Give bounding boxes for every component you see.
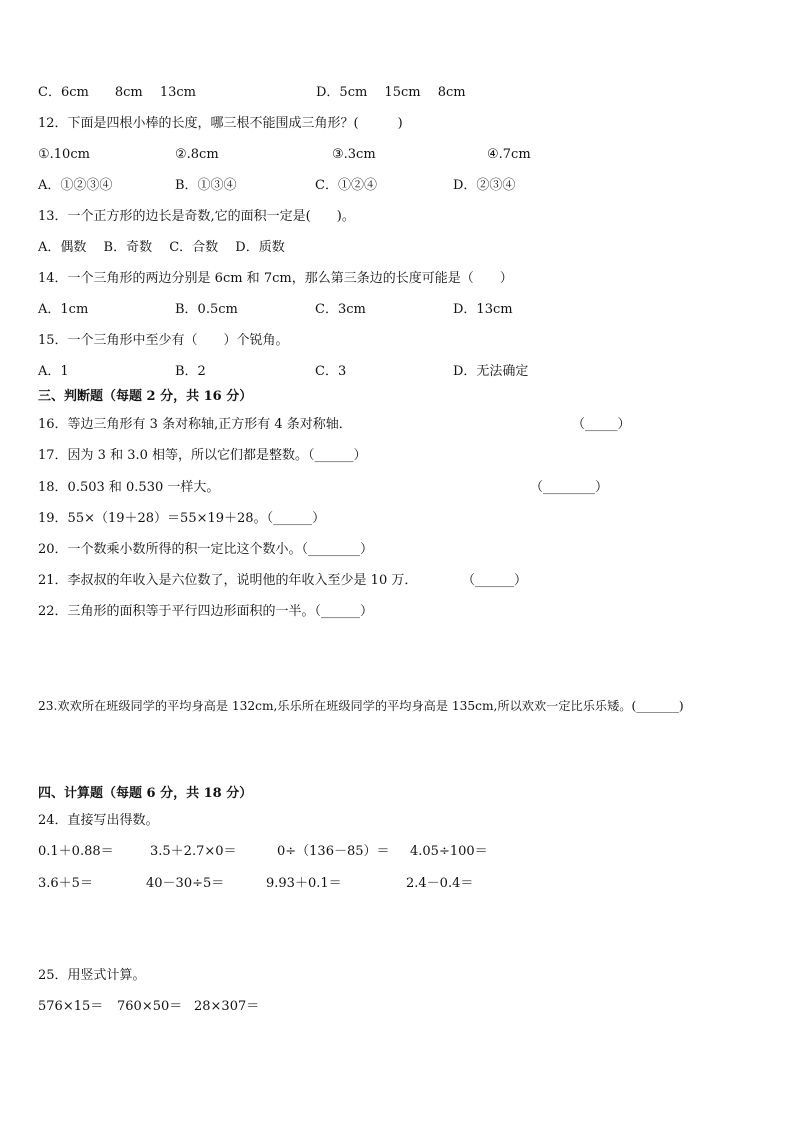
q17-text: 17．因为 3 和 3.0 相等，所以它们都是整数。（______）: [38, 448, 367, 463]
q24-text: 24．直接写出得数。: [38, 813, 159, 828]
q11-option-d: D．5cm 15cm 8cm: [316, 85, 466, 100]
q19-text: 19．55×（19＋28）＝55×19＋28。（______）: [38, 511, 326, 526]
q12-text: 12．下面是四根小棒的长度，哪三根不能围成三角形？( ): [38, 116, 403, 131]
q14-text: 14．一个三角形的两边分别是 6cm 和 7cm，那么第三条边的长度可能是（ ）: [38, 271, 513, 286]
q15-text: 15．一个三角形中至少有（ ）个锐角。: [38, 333, 289, 348]
q16-answer-blank[interactable]: （_____）: [572, 417, 631, 432]
q15-option-a: A．1: [38, 364, 69, 379]
q25-calc-1: 576×15＝: [38, 999, 104, 1014]
q25-calc-2: 760×50＝: [117, 999, 183, 1014]
q25-text: 25．用竖式计算。: [38, 968, 146, 983]
q12-option-b: B．①③④: [175, 178, 237, 193]
q14-option-d: D．13cm: [453, 302, 513, 317]
q24-calc-6: 40－30÷5＝: [146, 876, 225, 891]
q14-option-b: B．0.5cm: [175, 302, 238, 317]
q21-answer-blank[interactable]: （______）: [462, 573, 528, 588]
q18-text: 18．0.503 和 0.530 一样大。: [38, 480, 220, 495]
q24-calc-7: 9.93＋0.1＝: [266, 876, 342, 891]
q25-calc-3: 28×307＝: [194, 999, 260, 1014]
q15-option-b: B．2: [175, 364, 206, 379]
q14-option-a: A．1cm: [38, 302, 89, 317]
q18-answer-blank[interactable]: （________）: [530, 480, 609, 495]
q12-stick-4: ④.7cm: [487, 147, 531, 162]
q24-calc-5: 3.6＋5＝: [38, 876, 93, 891]
q23-text: 23.欢欢所在班级同学的平均身高是 132cm,乐乐所在班级同学的平均身高是 135cm,所以欢欢一定比乐乐矮。(_______): [38, 699, 684, 713]
q24-calc-8: 2.4－0.4＝: [406, 876, 474, 891]
q24-calc-2: 3.5＋2.7×0＝: [150, 844, 237, 859]
q20-text: 20．一个数乘小数所得的积一定比这个数小。（________）: [38, 542, 374, 557]
q12-stick-1: ①.10cm: [38, 147, 90, 162]
q12-stick-2: ②.8cm: [175, 147, 219, 162]
section-3-heading: 三、判断题（每题 2 分，共 16 分）: [38, 389, 253, 404]
q24-calc-1: 0.1＋0.88＝: [38, 844, 114, 859]
q15-option-c: C．3: [315, 364, 347, 379]
q11-option-c: C．6cm 8cm 13cm: [38, 85, 196, 100]
q16-text: 16．等边三角形有 3 条对称轴,正方形有 4 条对称轴．: [38, 417, 352, 432]
q13-text: 13．一个正方形的边长是奇数,它的面积一定是( )。: [38, 209, 355, 224]
q22-text: 22．三角形的面积等于平行四边形面积的一半。（______）: [38, 604, 374, 619]
q12-option-c: C．①②④: [315, 178, 377, 193]
q12-option-a: A．①②③④: [38, 178, 113, 193]
section-4-heading: 四、计算题（每题 6 分，共 18 分）: [38, 786, 253, 801]
q15-option-d: D．无法确定: [453, 364, 529, 379]
q12-option-d: D．②③④: [453, 178, 516, 193]
q14-option-c: C．3cm: [315, 302, 366, 317]
q12-stick-3: ③.3cm: [332, 147, 376, 162]
q24-calc-4: 4.05÷100＝: [410, 844, 488, 859]
q13-options: A．偶数 B．奇数 C．合数 D．质数: [38, 240, 285, 255]
q21-text: 21．李叔叔的年收入是六位数了，说明他的年收入至少是 10 万．: [38, 573, 418, 588]
q24-calc-3: 0÷（136－85）＝: [277, 844, 390, 859]
